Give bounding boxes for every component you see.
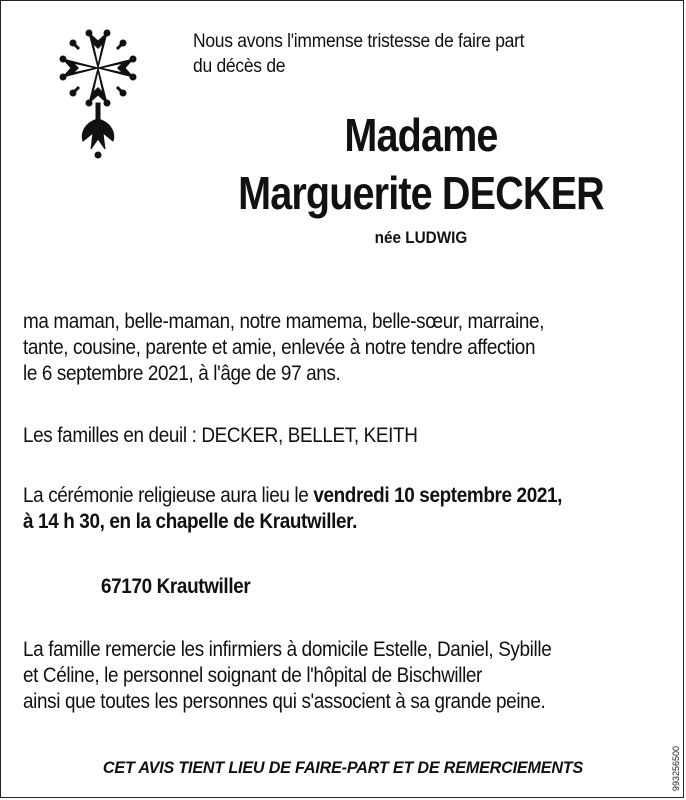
address-line: 67170 Krautwiller [101,575,251,598]
ceremony-line-1 [23,483,562,509]
intro-line: du décès de [193,56,286,77]
deceased-name-block [191,106,651,248]
deceased-name: Marguerite DECKER [238,167,604,219]
paragraph-line: et Céline, le personnel soignant de l'hôpital de Bischwiller [23,664,482,687]
relationship-paragraph [23,309,544,387]
ceremony-date: vendredi 10 septembre 2021, [313,484,563,507]
deceased-title: Madame [344,109,498,161]
ceremony-prefix: La cérémonie religieuse aura lieu le [23,484,314,507]
ceremony-time-place: à 14 h 30, en la chapelle de Krautwiller. [23,510,357,533]
paragraph-line: le 6 septembre 2021, à l'âge de 97 ans. [23,362,341,385]
reference-number: 993256500 [671,745,681,791]
intro-line: Nous avons l'immense tristesse de faire part [193,31,525,52]
intro-text [193,29,524,79]
ceremony-line-2 [23,509,562,535]
families-line: Les familles en deuil : DECKER, BELLET, KEITH [23,424,418,447]
footer-notice: CET AVIS TIENT LIEU DE FAIRE-PART ET DE REMERCIEMENTS [102,758,584,777]
paragraph-line: ma maman, belle-maman, notre mamema, belle-sœur, marraine, [23,310,545,333]
paragraph-line: tante, cousine, parente et amie, enlevée à notre tendre affection [23,336,536,359]
paragraph-line: ainsi que toutes les personnes qui s'associent à sa grande peine. [23,690,546,713]
huguenot-cross-icon [53,23,143,163]
paragraph-line: La famille remercie les infirmiers à domicile Estelle, Daniel, Sybille [23,638,552,661]
ceremony-paragraph [23,483,562,535]
thanks-paragraph [23,637,551,715]
maiden-name: née LUDWIG [374,228,468,247]
